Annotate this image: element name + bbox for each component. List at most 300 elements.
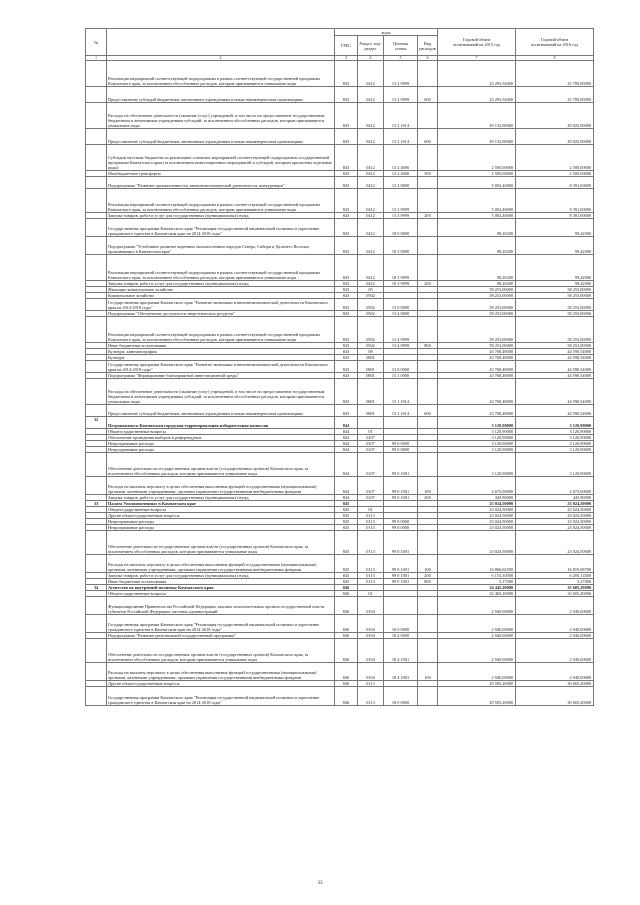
header-grbs: ГРБС xyxy=(335,36,358,56)
table-row xyxy=(86,453,594,477)
row-sum-2016-cell: 2 940,00000 xyxy=(516,639,594,663)
row-sum-2016-cell: 3 120,90000 xyxy=(516,435,594,441)
row-sum-2015-cell: 98,20200 xyxy=(438,281,516,287)
row-target-cell: 13 4 0000 xyxy=(384,311,418,317)
row-target-cell xyxy=(384,417,418,429)
row-vid-cell: 100 xyxy=(418,663,438,681)
row-sum-2015-cell: 3 120,90000 xyxy=(438,435,516,441)
row-section-cell: 01 xyxy=(358,507,384,513)
row-number-cell xyxy=(86,555,107,573)
row-sum-2015-cell: 43 768,48000 xyxy=(438,379,516,405)
row-name-cell: Обеспечение деятельности государственных органов власти (государственных органов) Камчатского края, за исключением обособленных расходов, которым присваиваются уникальные коды xyxy=(107,453,335,477)
row-sum-2016-cell: 2 500,00000 xyxy=(516,171,594,177)
index-cell: 5 xyxy=(384,56,418,61)
row-name-cell: Культура, кинематография xyxy=(107,349,335,355)
table-row xyxy=(86,663,594,681)
row-section-cell: 0104 xyxy=(358,663,384,681)
row-target-cell: 13 2 1014 xyxy=(384,103,418,129)
row-sum-2015-cell: 58 253,00000 xyxy=(438,293,516,299)
row-name-cell: Государственная программа Камчатского края "Реализация государственной национальной политики и укрепление гражданского единства в Камчатском крае на 2014-2018 годы" xyxy=(107,687,335,706)
row-vid-cell xyxy=(418,453,438,477)
row-name-cell: Обеспечение деятельности государственных органов власти (государственных органов) Камчатского края, за исключением обособленных расходов, которым присваиваются уникальные коды xyxy=(107,531,335,555)
row-section-cell: 08 xyxy=(358,349,384,355)
row-sum-2016-cell: 44 590,54000 xyxy=(516,379,594,405)
row-target-cell: 18 4 1001 xyxy=(384,663,418,681)
row-section-cell: 0801 xyxy=(358,361,384,373)
row-sum-2016-cell: 445,90000 xyxy=(516,495,594,501)
row-grbs-cell: 845 xyxy=(335,513,358,519)
row-grbs-cell: 844 xyxy=(335,429,358,435)
index-cell: 8 xyxy=(516,56,594,61)
row-name-cell: Закупка товаров, работ и услуг для государственных (муниципальных) нужд xyxy=(107,281,335,287)
row-sum-2016-cell: 23 024,50000 xyxy=(516,531,594,555)
row-sum-2015-cell: 2 940,00000 xyxy=(438,633,516,639)
row-target-cell: 99 0 1001 xyxy=(384,477,418,495)
row-target-cell: 13 2 4006 xyxy=(384,145,418,171)
header-codes: коды xyxy=(335,29,438,36)
row-section-cell xyxy=(358,417,384,429)
header-target: Целевая статья xyxy=(384,36,418,56)
row-grbs-cell: 846 xyxy=(335,597,358,615)
row-target-cell: 13 2 4006 xyxy=(384,171,418,177)
table-body xyxy=(86,61,594,706)
row-sum-2016-cell: 58 253,00000 xyxy=(516,293,594,299)
row-target-cell: 13 4 9999 xyxy=(384,343,418,349)
row-sum-2015-cell: 23 024,50000 xyxy=(438,501,516,507)
row-name-cell: Реализация мероприятий соответствующей подпрограммы в рамках соответствующей государственной программы Камчатского края, за исключением обособленных расходов, которым присваиваются уникальные коды xyxy=(107,61,335,87)
row-name-cell: Подпрограмма "Устойчивое развитие коренных малочисленных народов Севера, Сибири и Дальнего Востока, проживающих в Камчатском крае" xyxy=(107,237,335,255)
row-target-cell: 18 3 9999 xyxy=(384,281,418,287)
row-grbs-cell: 843 xyxy=(335,213,358,219)
row-sum-2016-cell: 30 665,20000 xyxy=(516,687,594,706)
row-name-cell: Культура xyxy=(107,355,335,361)
row-grbs-cell: 846 xyxy=(335,681,358,687)
row-sum-2016-cell: 2 675,00000 xyxy=(516,477,594,495)
row-vid-cell xyxy=(418,219,438,237)
row-section-cell: 0113 xyxy=(358,555,384,573)
row-name-cell: Расходы на выплаты персоналу в целях обеспечения выполнения функций государственными (муниципальными) органами, казенными учреждениями, органами управления государственными внебюджетными фондами xyxy=(107,663,335,681)
row-name-cell: Подпрограмма "Формирование благоприятной инвестиционной среды" xyxy=(107,373,335,379)
row-section-cell: 0412 xyxy=(358,177,384,189)
row-name-cell: Закупка товаров, работ и услуг для государственных (муниципальных) нужд xyxy=(107,495,335,501)
row-name-cell: Общегосударственные вопросы xyxy=(107,507,335,513)
row-target-cell: 13 1 1014 xyxy=(384,405,418,417)
row-number-cell xyxy=(86,531,107,555)
header-sum-2016: Годовой объем ассигнований на 2016 год xyxy=(516,29,594,56)
row-section-cell: 0104 xyxy=(358,633,384,639)
row-sum-2015-cell: 3 120,90000 xyxy=(438,447,516,453)
row-sum-2016-cell: 58 253,00000 xyxy=(516,343,594,349)
row-sum-2015-cell: 58 253,00000 xyxy=(438,311,516,317)
row-grbs-cell: 843 xyxy=(335,255,358,281)
row-section-cell: 0107 xyxy=(358,447,384,453)
row-sum-2015-cell: 98,20200 xyxy=(438,237,516,255)
row-vid-cell xyxy=(418,237,438,255)
row-sum-2016-cell: 3 120,90000 xyxy=(516,417,594,429)
row-section-cell: 0412 xyxy=(358,103,384,129)
row-number-cell xyxy=(86,237,107,255)
row-sum-2015-cell: 3 120,90000 xyxy=(438,441,516,447)
table-row xyxy=(86,61,594,87)
row-section-cell: 0412 xyxy=(358,281,384,287)
row-sum-2016-cell: 23 024,50000 xyxy=(516,519,594,525)
row-target-cell: 99 0 1001 xyxy=(384,555,418,573)
row-section-cell: 0113 xyxy=(358,525,384,531)
budget-table xyxy=(85,28,594,706)
row-name-cell: Петропавловск-Камчатская городская территориальная избирательная комиссия xyxy=(107,417,335,429)
row-vid-cell xyxy=(418,255,438,281)
table-row xyxy=(86,639,594,663)
row-sum-2016-cell: 58 253,00000 xyxy=(516,317,594,343)
row-grbs-cell: 843 xyxy=(335,219,358,237)
row-sum-2015-cell: 23 293,54000 xyxy=(438,87,516,103)
row-name-cell: Иные бюджетные ассигнования xyxy=(107,579,335,585)
row-grbs-cell: 844 xyxy=(335,453,358,477)
row-section-cell: 0113 xyxy=(358,573,384,579)
row-name-cell: Другие общегосударственные вопросы xyxy=(107,513,335,519)
row-grbs-cell: 846 xyxy=(335,615,358,633)
row-name-cell: Предоставление субсидий бюджетным, автономным учреждениям и иным некоммерческим организациям xyxy=(107,87,335,103)
row-vid-cell xyxy=(418,317,438,343)
row-section-cell: 0104 xyxy=(358,639,384,663)
index-cell: 1 xyxy=(86,56,107,61)
row-sum-2016-cell: 99,42000 xyxy=(516,281,594,287)
row-sum-2016-cell: 5,27000 xyxy=(516,579,594,585)
row-grbs-cell: 844 xyxy=(335,441,358,447)
row-sum-2015-cell: 2 940,00000 xyxy=(438,597,516,615)
row-sum-2016-cell: 2 940,00000 xyxy=(516,615,594,633)
row-grbs-cell: 844 xyxy=(335,477,358,495)
row-name-cell: Функционирование Правительства Российской Федерации, высших исполнительных органов государственной власти субъектов Российской Федерации, местных администраций xyxy=(107,597,335,615)
row-name-cell: Общегосударственные вопросы xyxy=(107,591,335,597)
row-sum-2015-cell: 58 253,00000 xyxy=(438,299,516,311)
row-section-cell: 0412 xyxy=(358,87,384,103)
row-name-cell: Обеспечение деятельности государственных органов власти (государственных органов) Камчатского края, за исключением обособленных расходов, которым присваиваются уникальные коды xyxy=(107,639,335,663)
row-grbs-cell: 843 xyxy=(335,287,358,293)
row-number-cell xyxy=(86,87,107,103)
row-vid-cell: 500 xyxy=(418,171,438,177)
row-name-cell: Непрограммные расходы xyxy=(107,447,335,453)
row-sum-2016-cell: 33 605,20000 xyxy=(516,591,594,597)
row-vid-cell: 200 xyxy=(418,213,438,219)
row-number-cell xyxy=(86,219,107,237)
row-name-cell: Расходы на обеспечение деятельности (оказание услуг) учреждений, в том числе на предоставление государственным бюджетным и автономным учреждениям субсидий, за исключением обособленных расходов, которым присваиваются уникальные коды xyxy=(107,379,335,405)
row-section-cell: 0412 xyxy=(358,171,384,177)
row-section-cell: 0113 xyxy=(358,531,384,555)
row-grbs-cell: 843 xyxy=(335,361,358,373)
row-vid-cell xyxy=(418,531,438,555)
row-section-cell: 0412 xyxy=(358,255,384,281)
row-grbs-cell: 846 xyxy=(335,633,358,639)
row-target-cell: 13 3 0000 xyxy=(384,177,418,189)
row-sum-2015-cell: 23 293,54000 xyxy=(438,61,516,87)
row-vid-cell xyxy=(418,615,438,633)
table-row xyxy=(86,299,594,311)
table-row xyxy=(86,177,594,189)
row-vid-cell xyxy=(418,299,438,311)
table-row xyxy=(86,477,594,495)
row-sum-2016-cell: 30 665,20000 xyxy=(516,681,594,687)
row-sum-2016-cell: 44 590,54000 xyxy=(516,405,594,417)
row-sum-2016-cell: 44 590,54000 xyxy=(516,355,594,361)
index-cell: 6 xyxy=(418,56,438,61)
row-sum-2015-cell: 23 024,50000 xyxy=(438,513,516,519)
row-name-cell: Непрограммные расходы xyxy=(107,525,335,531)
row-grbs-cell: 845 xyxy=(335,573,358,579)
row-sum-2016-cell: 8 391,00000 xyxy=(516,189,594,213)
row-sum-2016-cell: 3 120,90000 xyxy=(516,453,594,477)
row-vid-cell xyxy=(418,145,438,171)
table-row xyxy=(86,555,594,573)
row-number-cell xyxy=(86,639,107,663)
header-sum-2015: Годовой объем ассигнований на 2015 год xyxy=(438,29,516,56)
row-sum-2016-cell: 58 253,00000 xyxy=(516,311,594,317)
row-grbs-cell: 845 xyxy=(335,507,358,513)
row-sum-2015-cell: 445,90000 xyxy=(438,495,516,501)
row-number-cell: 34 xyxy=(86,585,107,591)
row-grbs-cell: 845 xyxy=(335,531,358,555)
table-row xyxy=(86,129,594,145)
row-grbs-cell: 846 xyxy=(335,687,358,706)
row-section-cell: 0801 xyxy=(358,373,384,379)
row-grbs-cell: 843 xyxy=(335,177,358,189)
row-grbs-cell: 843 xyxy=(335,299,358,311)
row-section-cell: 0113 xyxy=(358,519,384,525)
row-name-cell: Реализация мероприятий соответствующей подпрограммы в рамках соответствующей государственной программы Камчатского края, за исключением обособленных расходов, которым присваиваются уникальные коды xyxy=(107,317,335,343)
row-sum-2015-cell: 43 768,48000 xyxy=(438,355,516,361)
row-number-cell xyxy=(86,615,107,633)
row-section-cell: 0502 xyxy=(358,317,384,343)
row-grbs-cell: 843 xyxy=(335,237,358,255)
row-grbs-cell: 844 xyxy=(335,495,358,501)
row-sum-2015-cell: 98,20200 xyxy=(438,255,516,281)
row-name-cell: Обеспечение проведения выборов и референдумов xyxy=(107,435,335,441)
row-grbs-cell: 846 xyxy=(335,591,358,597)
row-name-cell: Другие общегосударственные вопросы xyxy=(107,681,335,687)
row-section-cell: 0502 xyxy=(358,293,384,299)
row-sum-2015-cell: 58 253,00000 xyxy=(438,343,516,349)
row-target-cell: 13 3 9999 xyxy=(384,189,418,213)
row-name-cell: Подпрограмма "Развитие региональной государственной программы" xyxy=(107,633,335,639)
row-vid-cell xyxy=(418,687,438,706)
row-target-cell: 18 3 0000 xyxy=(384,237,418,255)
index-cell: 2 xyxy=(107,56,335,61)
header-section: Раздел, под- раздел xyxy=(358,36,384,56)
row-section-cell: 0801 xyxy=(358,379,384,405)
row-section-cell: 0104 xyxy=(358,597,384,615)
row-name-cell: Предоставление субсидий бюджетным, автономным учреждениям и иным некоммерческим организациям xyxy=(107,129,335,145)
row-number-cell: 33 xyxy=(86,501,107,507)
table-row xyxy=(86,189,594,213)
row-section-cell: 0107 xyxy=(358,495,384,501)
table-row xyxy=(86,531,594,555)
row-sum-2016-cell: 3 120,90000 xyxy=(516,441,594,447)
row-name-cell: Жилищно-коммунальное хозяйство xyxy=(107,287,335,293)
row-sum-2015-cell: 5 002,46000 xyxy=(438,189,516,213)
row-section-cell: 0801 xyxy=(358,405,384,417)
row-name-cell: Расходы на выплаты персоналу в целях обеспечения выполнения функций государственными (муниципальными) органами, казенными учреждениями, органами управления государственными внебюджетными фондами xyxy=(107,555,335,573)
table-row xyxy=(86,405,594,417)
row-sum-2015-cell: 58 253,00000 xyxy=(438,287,516,293)
row-section-cell: 0107 xyxy=(358,441,384,447)
row-grbs-cell: 843 xyxy=(335,293,358,299)
budget-table-sheet xyxy=(85,28,593,706)
row-section-cell: 0412 xyxy=(358,237,384,255)
row-sum-2015-cell: 2 940,00000 xyxy=(438,615,516,633)
table-row xyxy=(86,379,594,405)
row-name-cell: Реализация мероприятий соответствующей подпрограммы в рамках соответствующей государственной программы Камчатского края, за исключением обособленных расходов, которым присваиваются уникальные коды xyxy=(107,189,335,213)
row-number-cell xyxy=(86,361,107,373)
row-grbs-cell: 845 xyxy=(335,501,358,507)
row-target-cell: 99 0 1001 xyxy=(384,453,418,477)
row-grbs-cell: 846 xyxy=(335,663,358,681)
row-section-cell: 0502 xyxy=(358,299,384,311)
row-target-cell: 13 2 9999 xyxy=(384,61,418,87)
row-section-cell: 0113 xyxy=(358,687,384,706)
table-row xyxy=(86,615,594,633)
row-number-cell xyxy=(86,177,107,189)
row-section-cell: 01 xyxy=(358,591,384,597)
row-target-cell: 13 3 9999 xyxy=(384,213,418,219)
row-name-cell: Непрограммные расходы xyxy=(107,519,335,525)
row-sum-2015-cell: 43 768,48000 xyxy=(438,373,516,379)
row-target-cell xyxy=(384,597,418,615)
row-sum-2015-cell: 23 024,50000 xyxy=(438,525,516,531)
row-target-cell: 18 3 9999 xyxy=(384,255,418,281)
row-section-cell: 0107 xyxy=(358,435,384,441)
row-vid-cell xyxy=(418,597,438,615)
row-number-cell xyxy=(86,379,107,405)
row-name-cell: Подпрограмма "Развитие промышленности, внешнеэкономической деятельности, конкуренции" xyxy=(107,177,335,189)
row-grbs-cell: 844 xyxy=(335,417,358,429)
table-row xyxy=(86,255,594,281)
row-sum-2016-cell: 44 590,54000 xyxy=(516,373,594,379)
row-number-cell xyxy=(86,103,107,129)
row-sum-2016-cell: 2 940,00000 xyxy=(516,597,594,615)
header-name xyxy=(107,29,335,56)
row-grbs-cell: 843 xyxy=(335,171,358,177)
row-section-cell: 0412 xyxy=(358,189,384,213)
index-cell: 3 xyxy=(335,56,358,61)
row-grbs-cell: 843 xyxy=(335,129,358,145)
row-name-cell: Общегосударственные вопросы xyxy=(107,429,335,435)
row-name-cell: Палата Уполномоченных в Камчатском крае xyxy=(107,501,335,507)
row-target-cell: 99 0 0000 xyxy=(384,519,418,525)
row-grbs-cell: 843 xyxy=(335,87,358,103)
row-target-cell: 13 4 9999 xyxy=(384,317,418,343)
row-number-cell xyxy=(86,597,107,615)
row-vid-cell: 800 xyxy=(418,343,438,349)
row-grbs-cell: 844 xyxy=(335,435,358,441)
row-grbs-cell: 843 xyxy=(335,145,358,171)
row-section-cell: 05 xyxy=(358,287,384,293)
row-target-cell: 99 0 0000 xyxy=(384,447,418,453)
row-sum-2015-cell: 23 024,50000 xyxy=(438,531,516,555)
row-number-cell xyxy=(86,189,107,213)
row-target-cell: 18 4 1001 xyxy=(384,639,418,663)
row-target-cell: 13 0 0000 xyxy=(384,361,418,373)
row-vid-cell: 800 xyxy=(418,579,438,585)
row-sum-2016-cell: 23 024,50000 xyxy=(516,507,594,513)
row-name-cell: Государственная программа Камчатского края "Реализация государственной национальной политики и укрепление гражданского единства в Камчатском крае на 2014-2018 годы" xyxy=(107,219,335,237)
row-number-cell xyxy=(86,477,107,495)
table-row xyxy=(86,87,594,103)
row-sum-2016-cell: 3 120,90000 xyxy=(516,447,594,453)
table-row xyxy=(86,219,594,237)
row-sum-2016-cell: 25 700,00000 xyxy=(516,87,594,103)
row-target-cell: 13 2 1014 xyxy=(384,129,418,145)
row-grbs-cell: 843 xyxy=(335,317,358,343)
row-grbs-cell: 843 xyxy=(335,379,358,405)
row-sum-2016-cell: 2 500,00000 xyxy=(516,145,594,171)
row-grbs-cell: 846 xyxy=(335,585,358,591)
row-number-cell xyxy=(86,255,107,281)
row-vid-cell xyxy=(418,103,438,129)
row-vid-cell: 600 xyxy=(418,87,438,103)
row-grbs-cell: 845 xyxy=(335,525,358,531)
row-name-cell: Межбюджетные трансферты xyxy=(107,171,335,177)
row-target-cell: 18 0 0000 xyxy=(384,615,418,633)
row-target-cell: 99 0 0000 xyxy=(384,441,418,447)
row-target-cell: 18 0 0000 xyxy=(384,219,418,237)
table-row xyxy=(86,317,594,343)
row-grbs-cell: 843 xyxy=(335,343,358,349)
row-vid-cell: 100 xyxy=(418,555,438,573)
row-number-cell: 32 xyxy=(86,417,107,429)
row-number-cell xyxy=(86,405,107,417)
row-target-cell: 99 0 1001 xyxy=(384,573,418,579)
row-grbs-cell: 843 xyxy=(335,311,358,317)
row-target-cell: 18 0 0000 xyxy=(384,687,418,706)
row-sum-2015-cell: 29 505,20000 xyxy=(438,681,516,687)
row-sum-2016-cell: 8 391,00000 xyxy=(516,213,594,219)
row-sum-2016-cell: 58 253,00000 xyxy=(516,287,594,293)
row-sum-2015-cell: 3 120,90000 xyxy=(438,429,516,435)
row-sum-2015-cell: 32 465,20000 xyxy=(438,591,516,597)
table-row xyxy=(86,417,594,429)
row-name-cell: Субсидии местным бюджетам на реализацию основных мероприятий соответствующей подпрограммы государственной программы Камчатского края (за исключением инвестиционных мероприятий и субсидий, которым присвоены отдельные коды) xyxy=(107,145,335,171)
row-vid-cell xyxy=(418,417,438,429)
row-sum-2016-cell: 6 200,14300 xyxy=(516,573,594,579)
row-section-cell: 0113 xyxy=(358,681,384,687)
row-section-cell: 0502 xyxy=(358,311,384,317)
row-sum-2015-cell: 58 253,00000 xyxy=(438,317,516,343)
page-number: 33 xyxy=(317,881,323,886)
row-number-cell xyxy=(86,129,107,145)
row-section-cell: 0113 xyxy=(358,513,384,519)
row-grbs-cell: 845 xyxy=(335,579,358,585)
row-vid-cell xyxy=(418,189,438,213)
row-target-cell: 99 0 1001 xyxy=(384,579,418,585)
row-vid-cell: 600 xyxy=(418,129,438,145)
row-number-cell xyxy=(86,145,107,171)
row-name-cell: Расходы на обеспечение деятельности (оказание услуг) учреждений, в том числе на предоставление государственным бюджетным и автономным учреждениям субсидий, за исключением обособленных расходов, которым присваиваются уникальные коды xyxy=(107,103,335,129)
row-grbs-cell: 843 xyxy=(335,281,358,287)
row-number-cell xyxy=(86,687,107,706)
row-sum-2015-cell: 43 768,48000 xyxy=(438,405,516,417)
row-sum-2015-cell: 49 152,00000 xyxy=(438,129,516,145)
row-sum-2016-cell: 49 825,00000 xyxy=(516,129,594,145)
row-section-cell: 0113 xyxy=(358,579,384,585)
row-section-cell: 0412 xyxy=(358,61,384,87)
row-vid-cell: 200 xyxy=(418,495,438,501)
row-sum-2016-cell: 25 700,00000 xyxy=(516,61,594,87)
header-vid: Вид расходов xyxy=(418,36,438,56)
row-number-cell xyxy=(86,61,107,87)
row-sum-2015-cell: 3 120,90000 xyxy=(438,453,516,477)
row-section-cell: 0412 xyxy=(358,219,384,237)
row-sum-2016-cell: 23 024,50000 xyxy=(516,513,594,519)
